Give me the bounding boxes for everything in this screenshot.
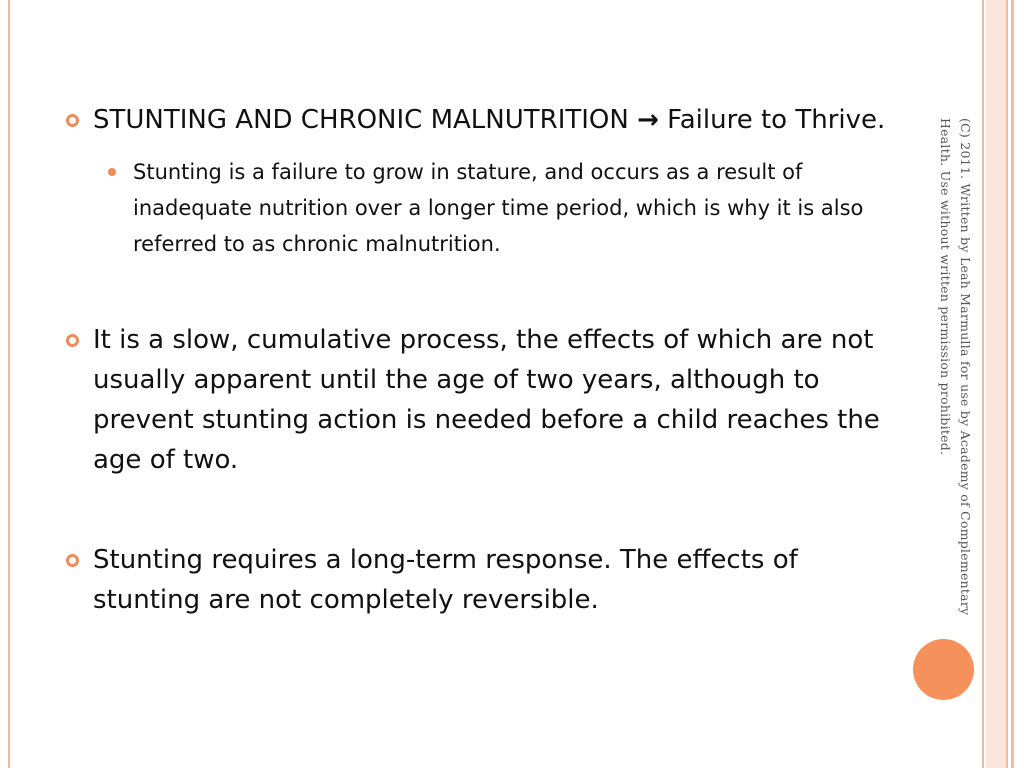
- decorative-band: [986, 0, 1006, 768]
- arrow-right-icon: →: [637, 105, 659, 135]
- heading-text-part1: STUNTING AND CHRONIC MALNUTRITION: [93, 105, 629, 135]
- ring-bullet-icon: [66, 114, 79, 127]
- bullet-long-term-response: [62, 540, 892, 620]
- decorative-stripe: [1011, 0, 1013, 768]
- dot-bullet-icon: [108, 168, 116, 176]
- sub-bullet-text: Stunting is a failure to grow in stature, and occurs as a result of inadequate nutrition over a longer time period, which is why it is also referred to as chronic malnutrition.: [133, 160, 864, 256]
- ring-bullet-icon: [66, 334, 79, 347]
- bullet-slow-process: [62, 320, 892, 480]
- decorative-stripe: [982, 0, 984, 768]
- bullet-text: Stunting requires a long-term response. The effects of stunting are not completely reversible.: [93, 545, 798, 615]
- ring-bullet-icon: [66, 554, 79, 567]
- heading-text-part2: Failure to Thrive.: [667, 105, 886, 135]
- bullet-stunting-heading: [62, 100, 892, 140]
- copyright-notice: (C) 2011. Written by Leah Marmulla for use by Academy of Complementary Health. Use without written permission prohibited.: [938, 118, 973, 616]
- sub-bullet-definition: [62, 154, 892, 262]
- decorative-stripe: [1006, 0, 1008, 768]
- slide-content: [62, 100, 892, 620]
- decorative-circle: [913, 639, 974, 700]
- bullet-text: It is a slow, cumulative process, the effects of which are not usually apparent until the age of two years, although to prevent stunting action is needed before a child reaches the age of two.: [93, 325, 880, 475]
